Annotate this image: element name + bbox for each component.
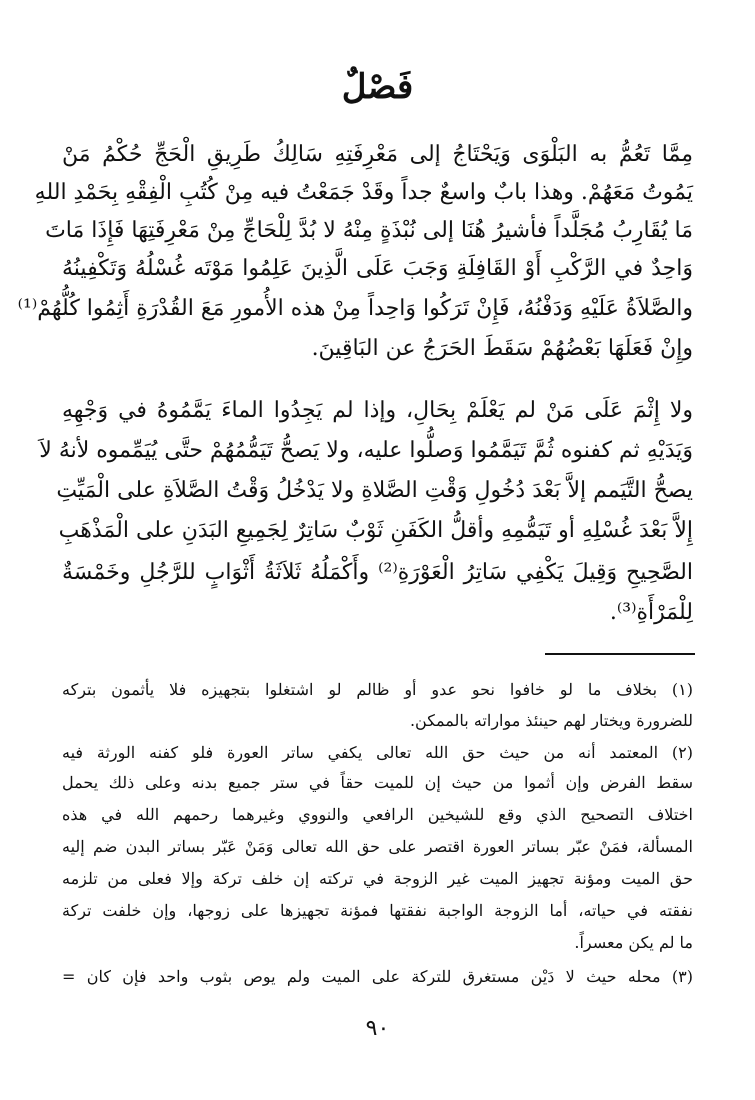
- text-line: ولا إِثْمَ عَلَى مَنْ لم يَعْلَمْ بِحَالِ، وإذا لم يَجِدُوا الماءَ يَمَّمُوهُ في وَجْهِهِ: [62, 398, 693, 423]
- text-line: وَيَدَيْهِ ثم كفنوه ثُمَّ تَيَمَّمُوا وَصلُّوا عليه، ولا يَصحُّ تَيَمُّمُهُمْ حتَّى يُيَمِّموه لأنهُ لاَ: [39, 438, 693, 463]
- text-line: يَمُوتُ مَعَهُمْ. وهذا بابٌ واسعٌ جداً وقَدْ جَمَعْتُ فيه مِنْ كُتُبِ الْفِقْهِ بِحَمْدِ اللهِ: [34, 180, 693, 205]
- text-line: والصَّلاَةُ عَلَيْهِ وَدَفْنُهُ، فَإِنْ تَرَكُوا وَاحِداً مِنْ هذه الأُمورِ مَعَ القُدْرَةِ أَثِمُوا كُلُّهُمْ⁽¹⁾: [17, 296, 693, 321]
- text-line: وإِنْ فَعَلَهَا بَعْضُهُمْ سَقَطَ الحَرَجُ عن البَاقِينَ.: [311, 336, 693, 361]
- text-line: لِلْمَرْأَةِ⁽³⁾.: [609, 600, 693, 625]
- footnote-line: (١) بخلاف ما لو خافوا نحو عدو أو ظالم لو اشتغلوا بتجهيزه فلا يأثمون بتركه: [62, 680, 693, 699]
- footnote-line: نفقته في حياته، أما الزوجة الواجبة نفقتها فمؤنة تجهيزها على زوجها، وإن خلفت تركة: [62, 901, 693, 920]
- text-line: إِلاَّ بَعْدَ غُسْلِهِ أو تَيَمُّمِهِ وأقلُّ الكَفَنِ ثَوْبٌ سَاتِرٌ لِجَمِيعِ البَدَنِ على الْمَذْهَبِ: [58, 518, 693, 543]
- footnote-line: اختلاف التصحيح الذي وقع للشيخين الرافعي والنووي وغيرهما رحمهم الله في هذه: [62, 805, 694, 824]
- footnote-line: المسألة، فمَنْ عبّر بساتر العورة اقتصر على حق الله تعالى وَمَنْ عَبّر بساتر البدن ضم إليه: [62, 837, 694, 856]
- text-line: مَا يُقَارِبُ مُجَلَّداً فأشيرُ هُنَا إلى نُبْذَةٍ مِنْهُ لا بُدَّ لِلْحَاجِّ مِنْ مَعْرِفَتِهَا فَإِذَا مَاتَ: [45, 218, 693, 243]
- footnote-line: سقط الفرض وإن أثموا من حيث إن للميت حقاً في ستر جميع بدنه وعلى ذلك يحمل: [62, 773, 693, 792]
- footnote-line: للضرورة ويختار لهم حينئذ مواراته بالممكن.: [409, 711, 693, 730]
- section-heading: فَصْلٌ: [341, 67, 414, 107]
- footnote-separator: [545, 653, 695, 655]
- page-number: ٩٠: [365, 1016, 390, 1041]
- text-line: يصحُّ التَّيَمم إلاَّ بَعْدَ دُخُولِ وَقْتِ الصَّلاةِ ولا يَدْخُلُ وَقْتُ الصَّلاَةِ على الْمَيِّتِ: [56, 478, 693, 503]
- footnote-line: حق الميت ومؤنة تجهيز الميت غير الزوجة في تركته إن خلف تركة وإلا فعلى من تلزمه: [62, 869, 693, 888]
- footnote-line: (٢) المعتمد أنه من حيث حق الله تعالى يكفي ساتر العورة فلو كفنه الورثة فيه: [62, 743, 693, 762]
- text-line: مِمَّا تَعُمُّ به البَلْوَى وَيَحْتَاجُ إلى مَعْرِفَتِهِ سَالِكُ طَرِيقِ الْحَجِّ حُكْمُ مَنْ: [62, 142, 693, 167]
- footnote-line: ما لم يكن معسراً.: [574, 933, 693, 952]
- footnote-line: (٣) محله حيث لا دَيْن مستغرق للتركة على الميت ولم يوص بثوب واحد فإن كان =: [62, 967, 693, 986]
- text-line: وَاحِدٌ في الرَّكْبِ أَوْ القَافِلَةِ وَجَبَ عَلَى الَّذِينَ عَلِمُوا مَوْتَه غُسْلُهُ وَتَكْفِينُهُ: [62, 256, 693, 281]
- text-line: الصَّحِيحِ وَقِيلَ يَكْفِي سَاتِرُ الْعَوْرَةِ⁽²⁾ وأَكْمَلُهُ ثَلاَثَةُ أَثْوَابٍ للرَّجُلِ وخَمْسَةٌ: [62, 560, 693, 585]
